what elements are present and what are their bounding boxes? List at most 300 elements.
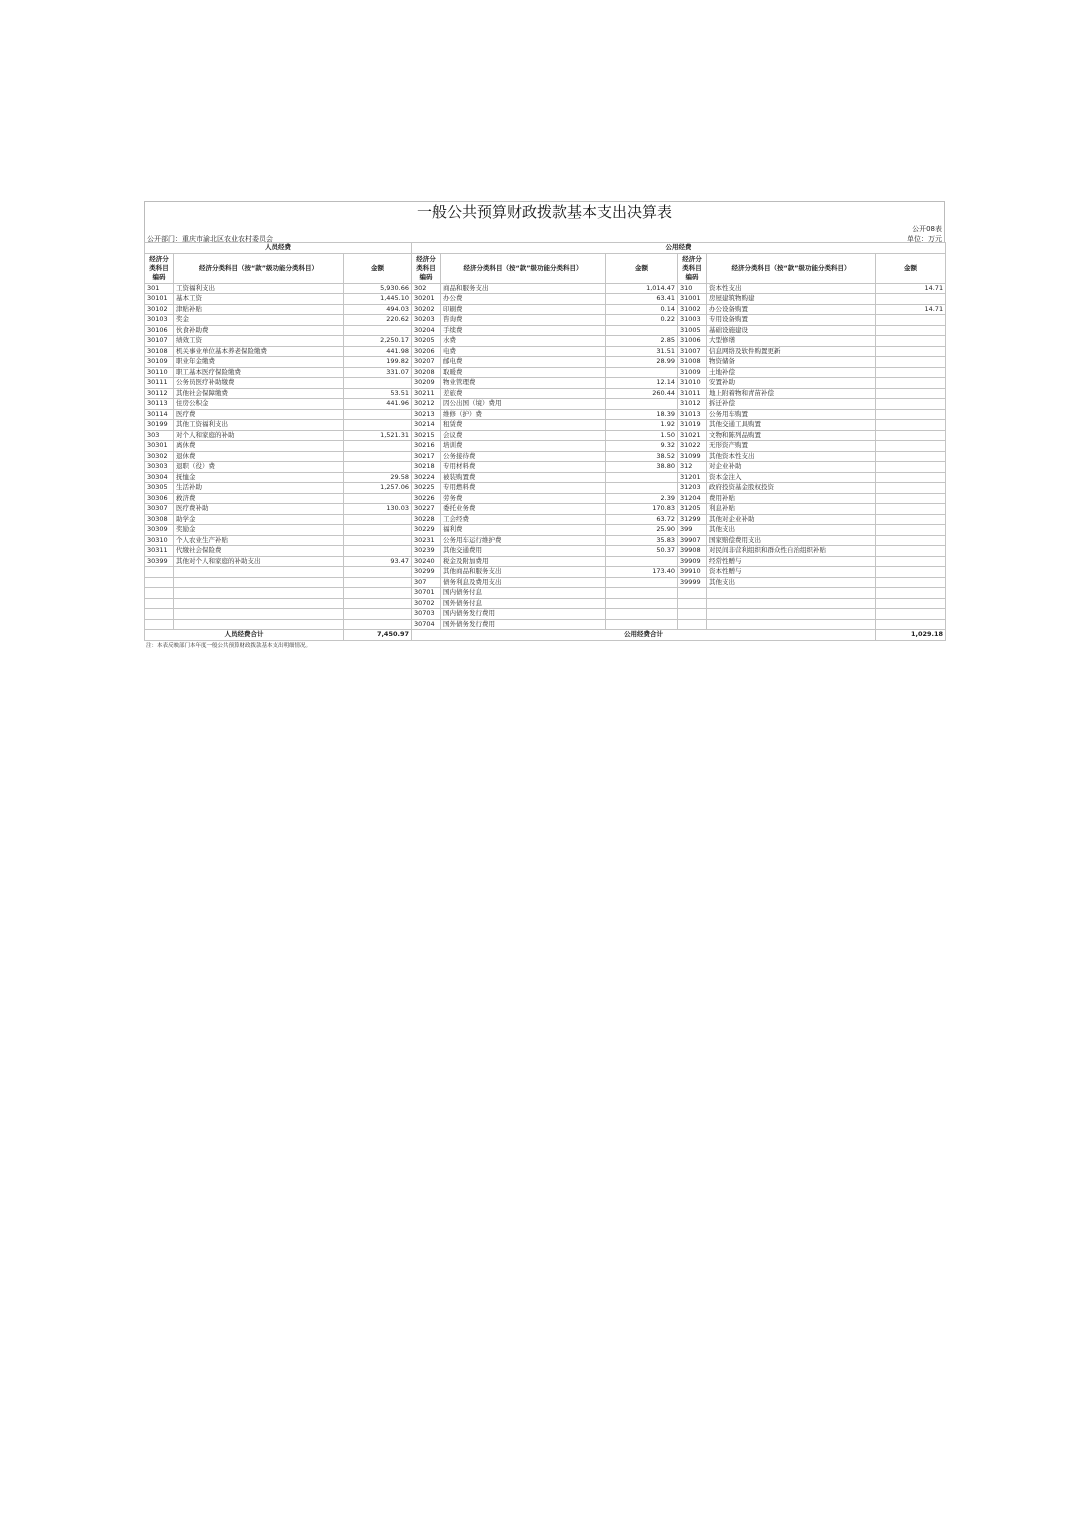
cell-amount: [876, 399, 946, 410]
footnote: 注：本表反映部门本年度一般公共预算财政拨款基本支出明细情况。: [146, 642, 312, 649]
cell-code: 30704: [412, 619, 441, 630]
table-row: [145, 367, 946, 378]
cell-name: 医疗费: [174, 409, 344, 420]
cell-code: [145, 567, 174, 578]
cell-code: 30108: [145, 346, 174, 357]
cell-code: 30228: [412, 514, 441, 525]
cell-amount: [876, 441, 946, 452]
table-row: [145, 546, 946, 557]
cell-amount: [606, 598, 678, 609]
cell-amount: [876, 378, 946, 389]
cell-code: [145, 619, 174, 630]
cell-name: 伙食补助费: [174, 325, 344, 336]
cell-code: 30215: [412, 430, 441, 441]
cell-name: 水费: [441, 336, 606, 347]
cell-name: [174, 577, 344, 588]
cell-amount: 199.82: [344, 357, 412, 368]
cell-amount: 1.92: [606, 420, 678, 431]
cell-name: 基本工资: [174, 294, 344, 305]
table-row: [145, 346, 946, 357]
cell-name: 劳务费: [441, 493, 606, 504]
cell-name: 救济费: [174, 493, 344, 504]
cell-amount: [344, 619, 412, 630]
col-code-header: 经济分类科目编码: [678, 253, 707, 283]
table-row: [145, 399, 946, 410]
cell-name: 税金及附加费用: [441, 556, 606, 567]
cell-name: 国外债务付息: [441, 598, 606, 609]
table-row: [145, 535, 946, 546]
cell-amount: 0.22: [606, 315, 678, 326]
cell-amount: [344, 535, 412, 546]
cell-name: 公务用车运行维护费: [441, 535, 606, 546]
cell-amount: [876, 336, 946, 347]
cell-name: 公务用车购置: [707, 409, 876, 420]
cell-amount: [876, 609, 946, 620]
cell-amount: [876, 546, 946, 557]
cell-name: 专用材料费: [441, 462, 606, 473]
form-number: 公开08表: [912, 225, 942, 233]
cell-name: 经常性赠与: [707, 556, 876, 567]
cell-code: 30229: [412, 525, 441, 536]
cell-name: 拆迁补偿: [707, 399, 876, 410]
col-name-header: 经济分类科目（按“款”级功能分类科目）: [707, 253, 876, 283]
cell-amount: [876, 504, 946, 515]
table-row: [145, 336, 946, 347]
cell-code: [678, 588, 707, 599]
cell-name: 退休费: [174, 451, 344, 462]
cell-code: 31001: [678, 294, 707, 305]
cell-amount: [344, 441, 412, 452]
cell-name: 机关事业单位基本养老保险缴费: [174, 346, 344, 357]
cell-code: 30308: [145, 514, 174, 525]
cell-name: 咨询费: [441, 315, 606, 326]
cell-code: 30311: [145, 546, 174, 557]
cell-amount: [876, 525, 946, 536]
cell-name: [707, 619, 876, 630]
cell-code: 30304: [145, 472, 174, 483]
cell-code: 31204: [678, 493, 707, 504]
cell-code: 30303: [145, 462, 174, 473]
cell-amount: [876, 493, 946, 504]
cell-code: 31012: [678, 399, 707, 410]
cell-amount: [876, 388, 946, 399]
cell-amount: [344, 567, 412, 578]
cell-code: 30307: [145, 504, 174, 515]
cell-amount: [344, 598, 412, 609]
cell-amount: [344, 462, 412, 473]
cell-amount: 2,250.17: [344, 336, 412, 347]
cell-name: 物业管理费: [441, 378, 606, 389]
total-personnel-label: 人员经费合计: [145, 630, 344, 641]
col-amount-header: 金额: [606, 253, 678, 283]
table-row: [145, 441, 946, 452]
cell-amount: [606, 472, 678, 483]
cell-name: 商品和服务支出: [441, 283, 606, 294]
cell-code: 307: [412, 577, 441, 588]
cell-name: 大型修缮: [707, 336, 876, 347]
cell-code: 39908: [678, 546, 707, 557]
cell-code: 30216: [412, 441, 441, 452]
cell-code: 31013: [678, 409, 707, 420]
cell-code: 30217: [412, 451, 441, 462]
cell-code: 312: [678, 462, 707, 473]
cell-amount: [344, 546, 412, 557]
cell-amount: [876, 588, 946, 599]
cell-code: 31010: [678, 378, 707, 389]
group-public-header: 公用经费: [412, 243, 946, 254]
cell-name: 其他资本性支出: [707, 451, 876, 462]
cell-amount: [876, 556, 946, 567]
cell-code: 30113: [145, 399, 174, 410]
unit-label: 单位：万元: [907, 235, 942, 243]
cell-code: 301: [145, 283, 174, 294]
total-public-label: 公用经费合计: [412, 630, 876, 641]
table-row: [145, 451, 946, 462]
cell-amount: [876, 514, 946, 525]
cell-amount: 1,257.06: [344, 483, 412, 494]
cell-code: 30206: [412, 346, 441, 357]
cell-name: 政府投资基金股权投资: [707, 483, 876, 494]
cell-code: 30114: [145, 409, 174, 420]
cell-code: 302: [412, 283, 441, 294]
cell-amount: 0.14: [606, 304, 678, 315]
cell-name: 对民间非营利组织和群众性自治组织补贴: [707, 546, 876, 557]
cell-code: 30112: [145, 388, 174, 399]
cell-code: 30102: [145, 304, 174, 315]
cell-code: 30702: [412, 598, 441, 609]
cell-code: 31299: [678, 514, 707, 525]
cell-amount: 14.71: [876, 283, 946, 294]
cell-name: [174, 598, 344, 609]
cell-name: 房屋建筑物购建: [707, 294, 876, 305]
cell-name: 其他支出: [707, 577, 876, 588]
cell-code: 30305: [145, 483, 174, 494]
cell-code: 30209: [412, 378, 441, 389]
cell-amount: [344, 588, 412, 599]
cell-amount: 1,521.31: [344, 430, 412, 441]
total-public-amount: 1,029.18: [876, 630, 946, 641]
cell-name: 其他对个人和家庭的补助支出: [174, 556, 344, 567]
cell-code: 31021: [678, 430, 707, 441]
cell-name: 职业年金缴费: [174, 357, 344, 368]
cell-amount: 2.85: [606, 336, 678, 347]
cell-amount: 18.39: [606, 409, 678, 420]
cell-code: 31022: [678, 441, 707, 452]
cell-code: [145, 577, 174, 588]
cell-name: 取暖费: [441, 367, 606, 378]
col-code-header: 经济分类科目编码: [412, 253, 441, 283]
cell-name: 退职（役）费: [174, 462, 344, 473]
cell-name: 福利费: [441, 525, 606, 536]
cell-name: 国外债务发行费用: [441, 619, 606, 630]
cell-code: 30203: [412, 315, 441, 326]
cell-name: 其他社会保障缴费: [174, 388, 344, 399]
cell-name: 生活补助: [174, 483, 344, 494]
cell-amount: [344, 493, 412, 504]
group-header-row: [145, 243, 946, 254]
table-row: [145, 514, 946, 525]
col-name-header: 经济分类科目（按“款”级功能分类科目）: [441, 253, 606, 283]
cell-name: 对企业补助: [707, 462, 876, 473]
table-row: [145, 325, 946, 336]
cell-name: 培训费: [441, 441, 606, 452]
cell-amount: 63.72: [606, 514, 678, 525]
cell-code: 30208: [412, 367, 441, 378]
cell-amount: 28.99: [606, 357, 678, 368]
cell-amount: [606, 588, 678, 599]
table-row: [145, 577, 946, 588]
cell-name: 奖励金: [174, 525, 344, 536]
cell-name: 医疗费补助: [174, 504, 344, 515]
cell-amount: [344, 420, 412, 431]
cell-code: 31003: [678, 315, 707, 326]
cell-code: 30106: [145, 325, 174, 336]
cell-name: 助学金: [174, 514, 344, 525]
cell-code: [145, 598, 174, 609]
cell-code: 31007: [678, 346, 707, 357]
table-row: [145, 388, 946, 399]
cell-amount: 1,445.10: [344, 294, 412, 305]
cell-code: 30109: [145, 357, 174, 368]
cell-code: 30239: [412, 546, 441, 557]
cell-name: 住房公积金: [174, 399, 344, 410]
cell-amount: [344, 525, 412, 536]
table-row: [145, 420, 946, 431]
cell-name: 印刷费: [441, 304, 606, 315]
page-title: 一般公共预算财政拨款基本支出决算表: [144, 201, 945, 222]
cell-code: 30201: [412, 294, 441, 305]
cell-amount: [876, 483, 946, 494]
cell-amount: 38.80: [606, 462, 678, 473]
cell-name: [707, 598, 876, 609]
cell-name: 抚恤金: [174, 472, 344, 483]
cell-amount: 31.51: [606, 346, 678, 357]
table-row: [145, 283, 946, 294]
col-name-header: 经济分类科目（按“款”级功能分类科目）: [174, 253, 344, 283]
cell-name: 离休费: [174, 441, 344, 452]
table-row: [145, 493, 946, 504]
cell-amount: [344, 609, 412, 620]
cell-amount: [876, 535, 946, 546]
cell-code: 31019: [678, 420, 707, 431]
table-row: [145, 483, 946, 494]
cell-name: 邮电费: [441, 357, 606, 368]
cell-amount: [876, 430, 946, 441]
table-row: [145, 294, 946, 305]
cell-amount: 50.37: [606, 546, 678, 557]
cell-name: [174, 588, 344, 599]
cell-amount: 441.96: [344, 399, 412, 410]
cell-name: 债务利息及费用支出: [441, 577, 606, 588]
table-row: [145, 525, 946, 536]
table-row: [145, 567, 946, 578]
cell-name: [707, 588, 876, 599]
cell-name: 国内债务发行费用: [441, 609, 606, 620]
table-row: [145, 609, 946, 620]
col-amount-header: 金额: [344, 253, 412, 283]
cell-name: 物资储备: [707, 357, 876, 368]
cell-code: 30212: [412, 399, 441, 410]
cell-name: 其他支出: [707, 525, 876, 536]
cell-name: 职工基本医疗保险缴费: [174, 367, 344, 378]
cell-name: 资本性赠与: [707, 567, 876, 578]
cell-code: [678, 619, 707, 630]
cell-amount: [876, 294, 946, 305]
cell-amount: [876, 367, 946, 378]
cell-name: 办公设备购置: [707, 304, 876, 315]
cell-name: [174, 619, 344, 630]
cell-code: 30101: [145, 294, 174, 305]
cell-code: 30224: [412, 472, 441, 483]
cell-code: 30306: [145, 493, 174, 504]
cell-amount: [876, 325, 946, 336]
cell-code: 31002: [678, 304, 707, 315]
department-label: 公开部门：重庆市渝北区农业农村委员会: [147, 235, 273, 243]
cell-amount: 25.90: [606, 525, 678, 536]
cell-amount: 1,014.47: [606, 283, 678, 294]
table-row: [145, 588, 946, 599]
total-personnel-amount: 7,450.97: [344, 630, 412, 641]
cell-code: 31011: [678, 388, 707, 399]
table-row: [145, 378, 946, 389]
cell-code: 30218: [412, 462, 441, 473]
column-header-row: [145, 253, 946, 283]
budget-sheet: [144, 201, 945, 651]
cell-amount: [606, 609, 678, 620]
cell-amount: 35.83: [606, 535, 678, 546]
table-row: [145, 472, 946, 483]
cell-amount: [344, 325, 412, 336]
cell-code: 30301: [145, 441, 174, 452]
cell-name: 办公费: [441, 294, 606, 305]
cell-name: 地上附着物和青苗补偿: [707, 388, 876, 399]
cell-name: 信息网络及软件购置更新: [707, 346, 876, 357]
cell-code: 30110: [145, 367, 174, 378]
cell-code: 31008: [678, 357, 707, 368]
cell-amount: [606, 399, 678, 410]
cell-amount: [876, 472, 946, 483]
cell-code: 30213: [412, 409, 441, 420]
cell-code: 31005: [678, 325, 707, 336]
cell-amount: 1.50: [606, 430, 678, 441]
col-amount-header: 金额: [876, 253, 946, 283]
cell-name: 被装购置费: [441, 472, 606, 483]
cell-amount: [344, 378, 412, 389]
cell-code: 30199: [145, 420, 174, 431]
cell-amount: 5,930.66: [344, 283, 412, 294]
cell-name: 奖金: [174, 315, 344, 326]
cell-amount: [876, 420, 946, 431]
totals-row: [145, 630, 946, 641]
cell-amount: 9.32: [606, 441, 678, 452]
table-row: [145, 462, 946, 473]
cell-name: 其他对企业补助: [707, 514, 876, 525]
cell-name: 对个人和家庭的补助: [174, 430, 344, 441]
cell-code: 30214: [412, 420, 441, 431]
cell-code: 30231: [412, 535, 441, 546]
cell-code: 30399: [145, 556, 174, 567]
cell-name: 国家赔偿费用支出: [707, 535, 876, 546]
cell-amount: [606, 483, 678, 494]
cell-code: 30204: [412, 325, 441, 336]
cell-amount: 38.52: [606, 451, 678, 462]
cell-name: 手续费: [441, 325, 606, 336]
cell-code: 31203: [678, 483, 707, 494]
cell-code: [145, 609, 174, 620]
cell-code: 31205: [678, 504, 707, 515]
cell-amount: [344, 409, 412, 420]
cell-code: 39909: [678, 556, 707, 567]
cell-code: 30299: [412, 567, 441, 578]
cell-amount: 12.14: [606, 378, 678, 389]
cell-name: 其他工资福利支出: [174, 420, 344, 431]
cell-name: 因公出国（境）费用: [441, 399, 606, 410]
cell-amount: 441.98: [344, 346, 412, 357]
cell-name: 其他交通工具购置: [707, 420, 876, 431]
cell-name: 维修（护）费: [441, 409, 606, 420]
cell-name: 利息补贴: [707, 504, 876, 515]
cell-code: 30240: [412, 556, 441, 567]
cell-name: 公务接待费: [441, 451, 606, 462]
cell-code: 39999: [678, 577, 707, 588]
cell-amount: [876, 462, 946, 473]
cell-amount: 2.39: [606, 493, 678, 504]
table-row: [145, 304, 946, 315]
cell-name: [174, 609, 344, 620]
cell-amount: [606, 556, 678, 567]
cell-amount: [876, 619, 946, 630]
cell-name: 文物和陈列品购置: [707, 430, 876, 441]
cell-code: 30202: [412, 304, 441, 315]
cell-code: 30225: [412, 483, 441, 494]
cell-code: 30207: [412, 357, 441, 368]
cell-amount: 494.03: [344, 304, 412, 315]
table-row: [145, 357, 946, 368]
cell-amount: 173.40: [606, 567, 678, 578]
cell-name: 基础设施建设: [707, 325, 876, 336]
cell-amount: [876, 567, 946, 578]
cell-amount: [344, 514, 412, 525]
cell-code: 30226: [412, 493, 441, 504]
cell-amount: [344, 451, 412, 462]
cell-code: 31201: [678, 472, 707, 483]
cell-code: 30107: [145, 336, 174, 347]
cell-amount: [606, 367, 678, 378]
cell-amount: [606, 325, 678, 336]
expenditure-table: [144, 242, 946, 641]
table-row: [145, 315, 946, 326]
cell-code: 303: [145, 430, 174, 441]
cell-name: 租赁费: [441, 420, 606, 431]
cell-code: [678, 598, 707, 609]
cell-code: [145, 588, 174, 599]
cell-code: 30701: [412, 588, 441, 599]
cell-code: 30205: [412, 336, 441, 347]
cell-code: 31009: [678, 367, 707, 378]
col-code-header: 经济分类科目编码: [145, 253, 174, 283]
cell-name: 绩效工资: [174, 336, 344, 347]
cell-amount: 63.41: [606, 294, 678, 305]
cell-amount: [876, 451, 946, 462]
cell-code: 30309: [145, 525, 174, 536]
cell-amount: 29.58: [344, 472, 412, 483]
cell-name: 国内债务付息: [441, 588, 606, 599]
table-row: [145, 619, 946, 630]
cell-code: [678, 609, 707, 620]
cell-code: 30302: [145, 451, 174, 462]
cell-name: [707, 609, 876, 620]
cell-name: 公务员医疗补助缴费: [174, 378, 344, 389]
